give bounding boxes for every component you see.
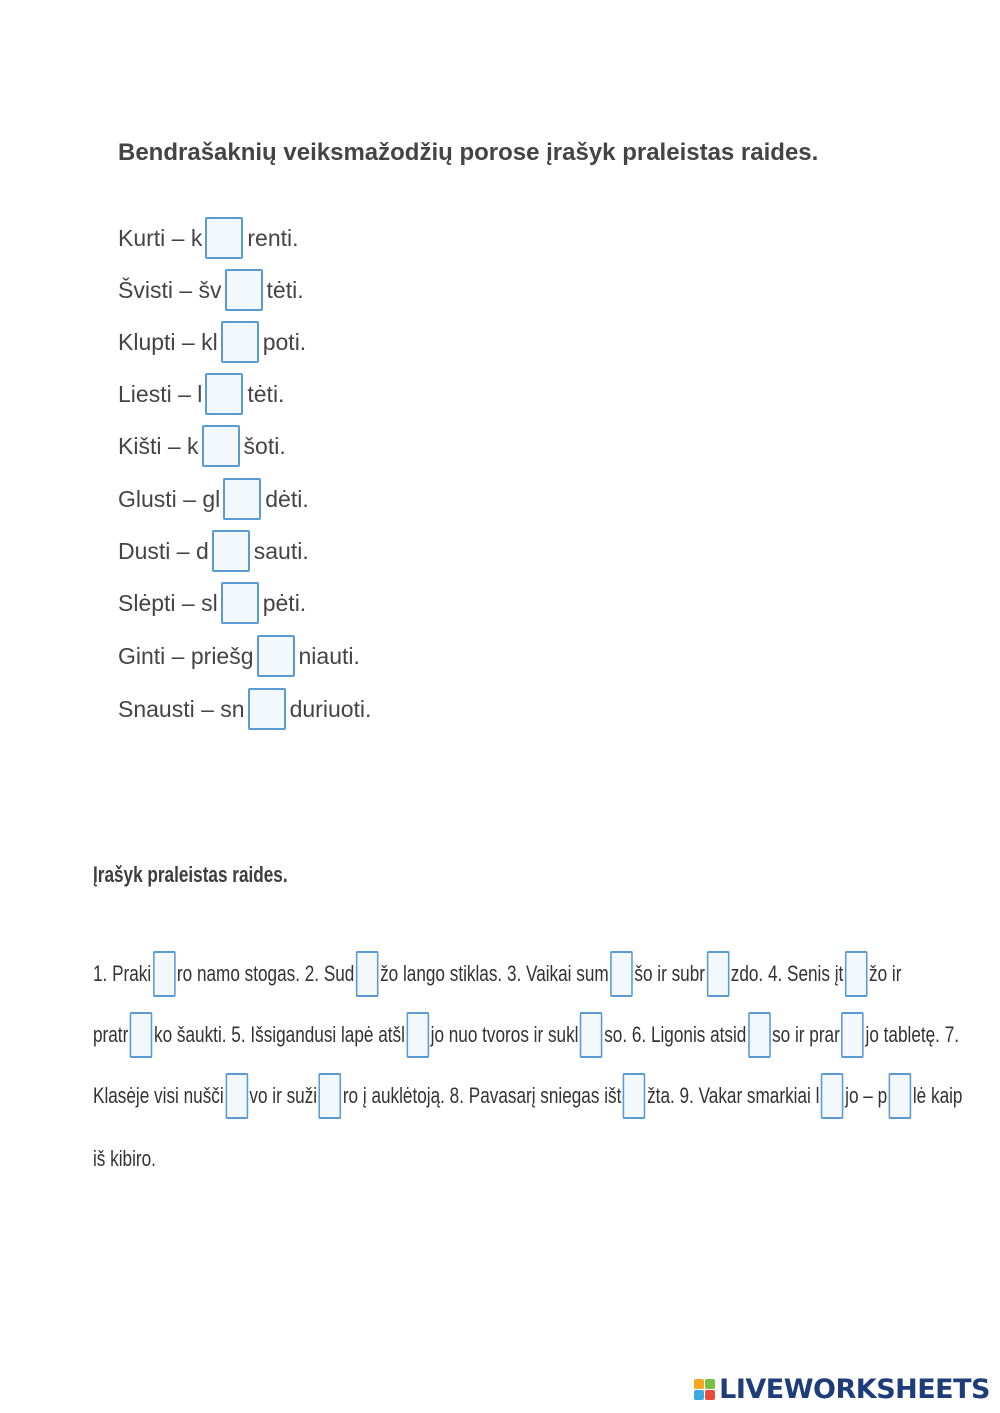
sentence-text: so. 6. Ligonis atsid bbox=[604, 1022, 747, 1047]
answer-box[interactable] bbox=[130, 1012, 153, 1058]
sentence-text: zdo. 4. Senis įt bbox=[730, 961, 844, 986]
answer-box[interactable] bbox=[248, 688, 286, 730]
answer-box[interactable] bbox=[319, 1073, 342, 1119]
sentence-text: žta. 9. Vakar smarkiai l bbox=[647, 1083, 820, 1108]
sentence-line bbox=[93, 951, 901, 997]
logo-mark-icon bbox=[694, 1379, 715, 1400]
logo-square bbox=[694, 1390, 704, 1400]
logo-square bbox=[705, 1390, 715, 1400]
answer-box[interactable] bbox=[225, 269, 263, 311]
sentence-text: so ir prar bbox=[772, 1022, 840, 1047]
word-pair-row bbox=[118, 635, 360, 677]
word-pair-start: Slėpti – sl bbox=[118, 589, 218, 616]
word-pair-start: Ginti – priešg bbox=[118, 642, 254, 669]
answer-box[interactable] bbox=[889, 1073, 912, 1119]
word-pair-row bbox=[118, 373, 284, 415]
sentence-text: iš kibiro. bbox=[93, 1146, 156, 1171]
exercise-2-title: Įrašyk praleistas raides. bbox=[93, 862, 288, 887]
answer-box[interactable] bbox=[205, 373, 243, 415]
word-pair-row bbox=[118, 425, 286, 467]
answer-box[interactable] bbox=[205, 217, 243, 259]
word-pair-row bbox=[118, 478, 309, 520]
word-pair-row bbox=[118, 321, 306, 363]
answer-box[interactable] bbox=[202, 425, 240, 467]
answer-box[interactable] bbox=[356, 951, 379, 997]
word-pair-end: pėti. bbox=[262, 589, 307, 616]
word-pair-row bbox=[118, 582, 306, 624]
sentence-text: ro namo stogas. 2. Sud bbox=[176, 961, 355, 986]
sentence-text: Klasėje visi nušči bbox=[93, 1083, 224, 1108]
answer-box[interactable] bbox=[406, 1012, 429, 1058]
answer-box[interactable] bbox=[610, 951, 633, 997]
word-pair-end: niauti. bbox=[298, 642, 360, 669]
sentence-text: ro į auklėtoją. 8. Pavasarį sniegas išt bbox=[342, 1083, 622, 1108]
exercise-1-title: Bendrašaknių veiksmažodžių porose įrašyk praleistas raides. bbox=[118, 139, 819, 166]
sentence-line bbox=[93, 1012, 959, 1058]
logo-text: LIVEWORKSHEETS bbox=[719, 1374, 990, 1405]
word-pair-start: Glusti – gl bbox=[118, 485, 221, 512]
liveworksheets-logo bbox=[694, 1374, 990, 1405]
word-pair-end: šoti. bbox=[243, 432, 286, 459]
answer-box[interactable] bbox=[748, 1012, 771, 1058]
word-pair-start: Klupti – kl bbox=[118, 328, 218, 355]
word-pair-end: poti. bbox=[262, 328, 307, 355]
word-pair-start: Snausti – sn bbox=[118, 695, 245, 722]
word-pair-start: Švisti – šv bbox=[118, 276, 222, 303]
answer-box[interactable] bbox=[845, 951, 868, 997]
word-pair-row bbox=[118, 217, 299, 259]
sentence-text: žo lango stiklas. 3. Vaikai sum bbox=[380, 961, 609, 986]
sentence-text: jo nuo tvoros ir sukl bbox=[430, 1022, 579, 1047]
answer-box[interactable] bbox=[623, 1073, 646, 1119]
answer-box[interactable] bbox=[153, 951, 176, 997]
word-pair-end: duriuoti. bbox=[289, 695, 372, 722]
answer-box[interactable] bbox=[580, 1012, 603, 1058]
word-pair-row bbox=[118, 688, 371, 730]
word-pair-end: renti. bbox=[247, 224, 299, 251]
answer-box[interactable] bbox=[225, 1073, 248, 1119]
logo-square bbox=[705, 1379, 715, 1389]
answer-box[interactable] bbox=[257, 635, 295, 677]
sentence-text: pratr bbox=[93, 1022, 129, 1047]
word-pair-end: sauti. bbox=[253, 537, 309, 564]
sentence-text: lė kaip bbox=[912, 1083, 963, 1108]
sentence-text: jo – p bbox=[845, 1083, 888, 1108]
logo-square bbox=[694, 1379, 704, 1389]
sentence-text: šo ir subr bbox=[634, 961, 705, 986]
word-pair-start: Dusti – d bbox=[118, 537, 209, 564]
sentence-text: 1. Praki bbox=[93, 961, 152, 986]
sentence-line bbox=[93, 1073, 962, 1119]
answer-box[interactable] bbox=[821, 1073, 844, 1119]
word-pair-start: Kurti – k bbox=[118, 224, 203, 251]
sentence-text: vo ir suži bbox=[249, 1083, 318, 1108]
answer-box[interactable] bbox=[221, 321, 259, 363]
word-pair-start: Kišti – k bbox=[118, 432, 199, 459]
word-pair-end: dėti. bbox=[265, 485, 309, 512]
answer-box[interactable] bbox=[223, 478, 261, 520]
sentence-text: ko šaukti. 5. Išsigandusi lapė atšl bbox=[154, 1022, 405, 1047]
answer-box[interactable] bbox=[212, 530, 250, 572]
word-pair-row bbox=[118, 269, 304, 311]
word-pair-end: tėti. bbox=[266, 276, 304, 303]
answer-box[interactable] bbox=[221, 582, 259, 624]
answer-box[interactable] bbox=[707, 951, 730, 997]
answer-box[interactable] bbox=[841, 1012, 864, 1058]
sentence-text: jo tabletę. 7. bbox=[865, 1022, 960, 1047]
word-pair-row bbox=[118, 530, 309, 572]
word-pair-end: tėti. bbox=[247, 380, 285, 407]
sentence-line bbox=[93, 1136, 156, 1182]
sentence-text: žo ir bbox=[869, 961, 902, 986]
word-pair-start: Liesti – l bbox=[118, 380, 203, 407]
